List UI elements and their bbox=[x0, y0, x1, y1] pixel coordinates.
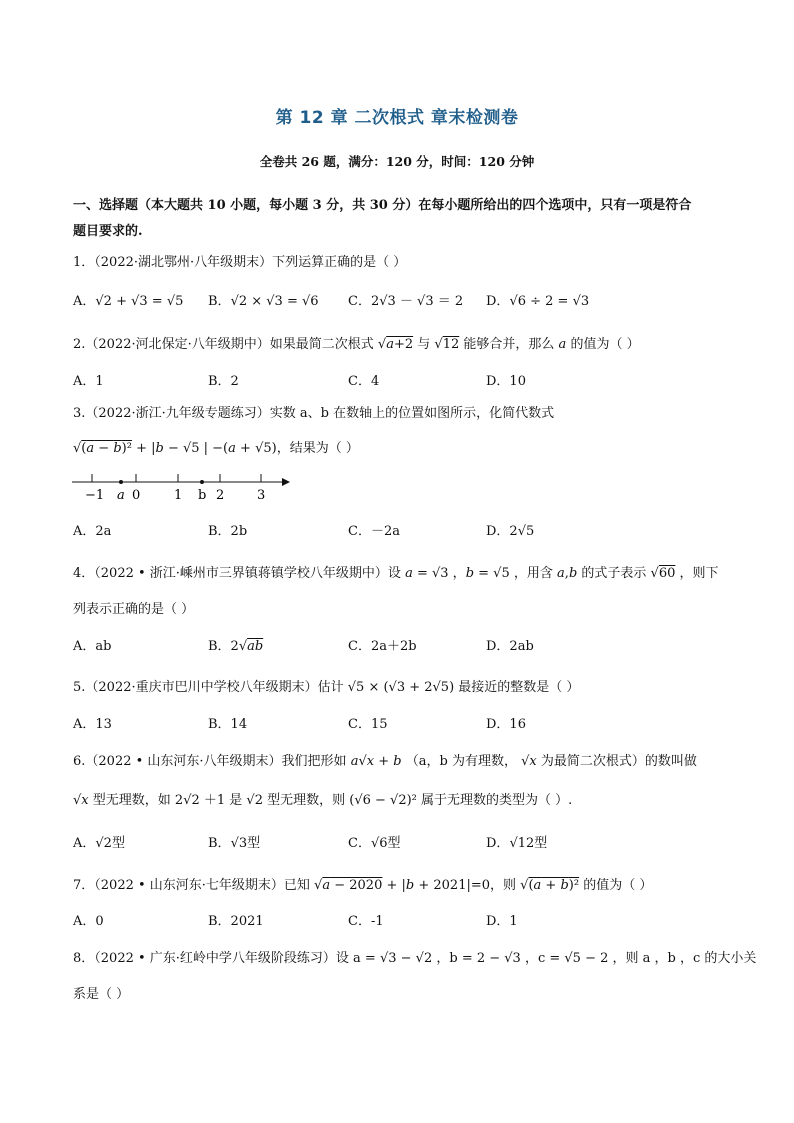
label-neg1: −1 bbox=[85, 488, 105, 503]
q3-option-a: A．2a bbox=[73, 524, 112, 539]
q6-option-d: D．√12型 bbox=[486, 836, 548, 851]
point-b bbox=[200, 480, 204, 484]
q1-option-c: C．2√3 － √3 ＝ 2 bbox=[348, 294, 464, 309]
q4-option-b: B．2√ab bbox=[208, 639, 264, 654]
q6-option-a: A．√2型 bbox=[73, 836, 125, 851]
q4-option-a: A．ab bbox=[73, 639, 112, 654]
section-heading-cont: 题目要求的. bbox=[73, 224, 143, 239]
q7-option-d: D．1 bbox=[486, 914, 518, 929]
q3-option-c: C．－2a bbox=[348, 524, 400, 539]
q5-option-d: D．16 bbox=[486, 717, 526, 732]
label-2: 2 bbox=[216, 488, 225, 503]
q1-option-d: D．√6 ÷ 2 = √3 bbox=[486, 294, 590, 309]
number-line-arrow bbox=[282, 478, 290, 486]
q7-option-a: A．0 bbox=[73, 914, 104, 929]
question-3-stem: 3.（2022·浙江·九年级专题练习）实数 a、b 在数轴上的位置如图所示，化简代数式 bbox=[73, 406, 555, 421]
q2-option-d: D．10 bbox=[486, 374, 526, 389]
label-0: 0 bbox=[132, 488, 141, 503]
page-title: 第 12 章 二次根式 章末检测卷 bbox=[275, 108, 519, 128]
question-7-stem: 7．（2022 • 山东河东·七年级期末）已知 √a − 2020 + |b + 2021|=0，则 √(a + b)² 的值为（ ） bbox=[73, 878, 653, 893]
q3-option-d: D．2√5 bbox=[486, 524, 535, 539]
q5-option-c: C．15 bbox=[348, 717, 388, 732]
q3-option-b: B．2b bbox=[208, 524, 248, 539]
question-1-stem: 1．（2022·湖北鄂州·八年级期末）下列运算正确的是（ ） bbox=[73, 255, 407, 270]
label-3: 3 bbox=[257, 488, 266, 503]
question-8-stem: 8．（2022 • 广东·红岭中学八年级阶段练习）设 a = √3 − √2 ，b = 2 − √3 ，c = √5 − 2 ，则 a ，b ，c 的大小关 bbox=[73, 951, 757, 966]
question-5-stem: 5.（2022·重庆市巴川中学校八年级期末）估计 √5 × (√3 + 2√5) 最接近的整数是（ ） bbox=[73, 680, 580, 695]
q1-option-b: B．√2 × √3 = √6 bbox=[208, 294, 319, 309]
q7-option-b: B．2021 bbox=[208, 914, 264, 929]
question-6-stem: 6.（2022 • 山东河东·八年级期末）我们把形如 a√x + b （a，b 为有理数， √x 为最简二次根式）的数叫做 bbox=[73, 754, 697, 769]
exam-info: 全卷共 26 题，满分：120 分，时间：120 分钟 bbox=[259, 154, 535, 169]
question-6-stem-cont: √x 型无理数，如 2√2 ＋1 是 √2 型无理数，则 (√6 − √2)² 属于无理数的类型为（ ）. bbox=[73, 793, 573, 808]
label-b: b bbox=[198, 488, 207, 503]
q1-option-a: A．√2 + √3 = √5 bbox=[73, 294, 184, 309]
q6-option-c: C．√6型 bbox=[348, 836, 401, 851]
q5-option-a: A．13 bbox=[73, 717, 112, 732]
question-3-expression: √(a − b)² + |b − √5 | −(a + √5)，结果为（ ） bbox=[73, 441, 359, 456]
label-a: a bbox=[117, 488, 125, 503]
question-2-stem: 2.（2022·河北保定·八年级期中）如果最简二次根式 √a+2 与 √12 能够合并，那么 a 的值为（ ） bbox=[73, 337, 640, 352]
q2-option-a: A．1 bbox=[73, 374, 104, 389]
q2-option-b: B．2 bbox=[208, 374, 239, 389]
question-4-stem: 4．（2022 • 浙江·嵊州市三界镇蒋镇学校八年级期中）设 a = √3 ，b = √5 ，用含 a,b 的式子表示 √60 ，则下 bbox=[73, 566, 719, 581]
q7-option-c: C．-1 bbox=[348, 914, 384, 929]
q4-option-d: D．2ab bbox=[486, 639, 534, 654]
q4-option-c: C．2a＋2b bbox=[348, 639, 417, 654]
q5-option-b: B．14 bbox=[208, 717, 248, 732]
point-a bbox=[119, 480, 123, 484]
question-8-stem-cont: 系是（ ） bbox=[73, 987, 130, 1002]
number-line-figure bbox=[70, 468, 290, 508]
q6-option-b: B．√3型 bbox=[208, 836, 261, 851]
label-1: 1 bbox=[174, 488, 183, 503]
question-4-stem-cont: 列表示正确的是（ ） bbox=[73, 602, 195, 617]
section-heading: 一、选择题（本大题共 10 小题，每小题 3 分，共 30 分）在每小题所给出的四个选项中，只有一项是符合 bbox=[73, 198, 692, 213]
q2-option-c: C．4 bbox=[348, 374, 380, 389]
